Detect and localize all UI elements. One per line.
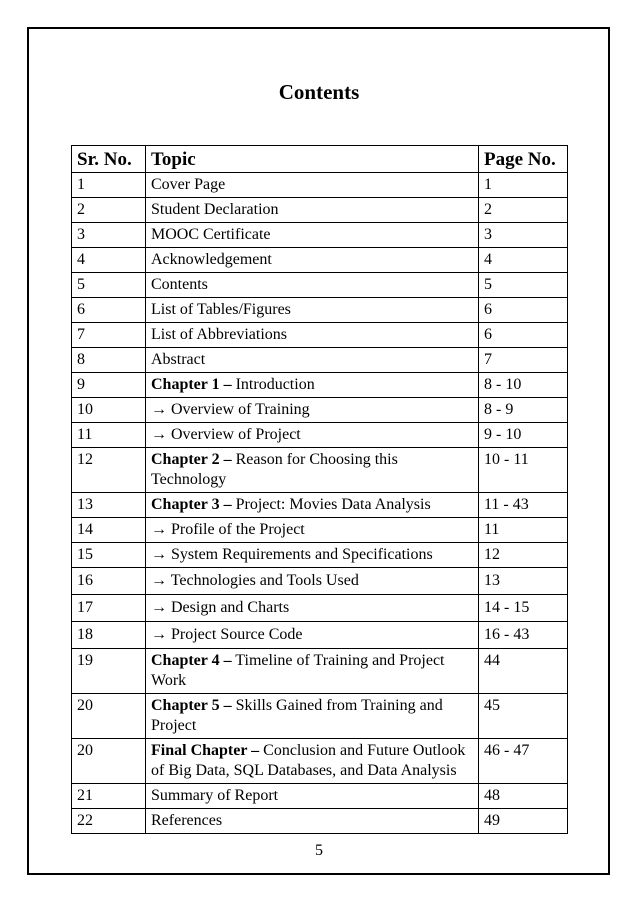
row-number: 18: [72, 622, 146, 649]
row-topic: [146, 694, 479, 739]
table-row: [72, 694, 568, 739]
row-topic: [146, 518, 479, 543]
table-body: [72, 173, 568, 834]
row-number: 10: [72, 398, 146, 423]
table-row: [72, 248, 568, 273]
row-number: 1: [72, 173, 146, 198]
row-page: 45: [479, 694, 568, 739]
row-number: 7: [72, 323, 146, 348]
chapter-label: Chapter 5 –: [151, 697, 232, 714]
row-page: 11: [479, 518, 568, 543]
row-page: 6: [479, 323, 568, 348]
chapter-label: Chapter 3 –: [151, 496, 232, 513]
topic-text: Reason for Choosing this Technology: [151, 451, 398, 488]
topic-text: References: [151, 812, 223, 829]
row-page: 14 - 15: [479, 595, 568, 622]
row-number: 5: [72, 273, 146, 298]
table-row: [72, 198, 568, 223]
row-topic: [146, 622, 479, 649]
table-row: [72, 518, 568, 543]
row-page: 3: [479, 223, 568, 248]
table-row: [72, 568, 568, 595]
row-topic: [146, 323, 479, 348]
row-number: 8: [72, 348, 146, 373]
row-topic: [146, 493, 479, 518]
row-number: 6: [72, 298, 146, 323]
topic-text: Project: Movies Data Analysis: [231, 496, 431, 513]
row-topic: [146, 248, 479, 273]
header-sr-no: Sr. No.: [72, 146, 146, 173]
table-row: [72, 493, 568, 518]
table-header-row: [72, 146, 568, 173]
topic-text: Student Declaration: [151, 201, 279, 218]
chapter-label: Chapter 1 –: [151, 376, 232, 393]
topic-text: List of Abbreviations: [151, 326, 287, 343]
table-row: [72, 543, 568, 568]
topic-text: → Design and Charts: [151, 599, 290, 616]
row-topic: [146, 173, 479, 198]
chapter-label: Chapter 4 –: [151, 652, 232, 669]
row-number: 17: [72, 595, 146, 622]
table-row: [72, 373, 568, 398]
row-number: 12: [72, 448, 146, 493]
topic-text: → System Requirements and Specifications: [151, 546, 433, 563]
table-row: [72, 448, 568, 493]
row-topic: [146, 223, 479, 248]
row-page: 1: [479, 173, 568, 198]
topic-text: Conclusion and Future Outlook of Big Data, SQL Databases, and Data Analysis: [151, 742, 466, 779]
row-number: 9: [72, 373, 146, 398]
row-page: 8 - 9: [479, 398, 568, 423]
topic-text: Cover Page: [151, 176, 226, 193]
row-page: 46 - 47: [479, 739, 568, 784]
row-topic: [146, 595, 479, 622]
topic-text: Abstract: [151, 351, 206, 368]
contents-table: [71, 145, 568, 834]
row-topic: [146, 784, 479, 809]
row-number: 19: [72, 649, 146, 694]
row-topic: [146, 568, 479, 595]
row-topic: [146, 198, 479, 223]
row-page: 2: [479, 198, 568, 223]
row-topic: [146, 298, 479, 323]
row-page: 44: [479, 649, 568, 694]
table-row: [72, 173, 568, 198]
row-page: 8 - 10: [479, 373, 568, 398]
row-number: 20: [72, 694, 146, 739]
topic-text: Timeline of Training and Project Work: [151, 652, 445, 689]
topic-text: → Overview of Project: [151, 426, 301, 443]
row-number: 15: [72, 543, 146, 568]
topic-text: → Project Source Code: [151, 626, 303, 643]
table-row: [72, 323, 568, 348]
topic-text: → Overview of Training: [151, 401, 310, 418]
row-number: 16: [72, 568, 146, 595]
row-topic: [146, 373, 479, 398]
table-row: [72, 348, 568, 373]
row-page: 5: [479, 273, 568, 298]
row-page: 16 - 43: [479, 622, 568, 649]
topic-text: Acknowledgement: [151, 251, 272, 268]
row-page: 13: [479, 568, 568, 595]
topic-text: Contents: [151, 276, 208, 293]
row-topic: [146, 809, 479, 834]
table-row: [72, 595, 568, 622]
table-row: [72, 622, 568, 649]
row-number: 20: [72, 739, 146, 784]
row-number: 14: [72, 518, 146, 543]
chapter-label: Final Chapter –: [151, 742, 260, 759]
table-row: [72, 298, 568, 323]
table-row: [72, 223, 568, 248]
topic-text: → Technologies and Tools Used: [151, 572, 359, 589]
page-number: 5: [315, 842, 323, 859]
row-number: 2: [72, 198, 146, 223]
table-row: [72, 649, 568, 694]
row-number: 13: [72, 493, 146, 518]
table-row: [72, 398, 568, 423]
row-number: 21: [72, 784, 146, 809]
row-number: 3: [72, 223, 146, 248]
row-page: 4: [479, 248, 568, 273]
row-topic: [146, 398, 479, 423]
row-page: 10 - 11: [479, 448, 568, 493]
row-topic: [146, 273, 479, 298]
table-row: [72, 273, 568, 298]
row-topic: [146, 649, 479, 694]
page-title: Contents: [278, 80, 360, 104]
row-number: 11: [72, 423, 146, 448]
topic-text: Skills Gained from Training and Project: [151, 697, 443, 734]
row-page: 6: [479, 298, 568, 323]
header-topic: Topic: [146, 146, 479, 173]
row-page: 49: [479, 809, 568, 834]
row-topic: [146, 739, 479, 784]
row-page: 7: [479, 348, 568, 373]
topic-text: List of Tables/Figures: [151, 301, 291, 318]
row-number: 4: [72, 248, 146, 273]
row-topic: [146, 423, 479, 448]
topic-text: Introduction: [231, 376, 315, 393]
row-page: 11 - 43: [479, 493, 568, 518]
topic-text: Summary of Report: [151, 787, 279, 804]
row-topic: [146, 543, 479, 568]
table-row: [72, 784, 568, 809]
topic-text: → Profile of the Project: [151, 521, 305, 538]
table-row: [72, 739, 568, 784]
row-number: 22: [72, 809, 146, 834]
row-page: 12: [479, 543, 568, 568]
header-page-no: Page No.: [479, 146, 568, 173]
row-topic: [146, 448, 479, 493]
chapter-label: Chapter 2 –: [151, 451, 232, 468]
topic-text: MOOC Certificate: [151, 226, 271, 243]
row-topic: [146, 348, 479, 373]
row-page: 48: [479, 784, 568, 809]
row-page: 9 - 10: [479, 423, 568, 448]
table-row: [72, 809, 568, 834]
table-row: [72, 423, 568, 448]
